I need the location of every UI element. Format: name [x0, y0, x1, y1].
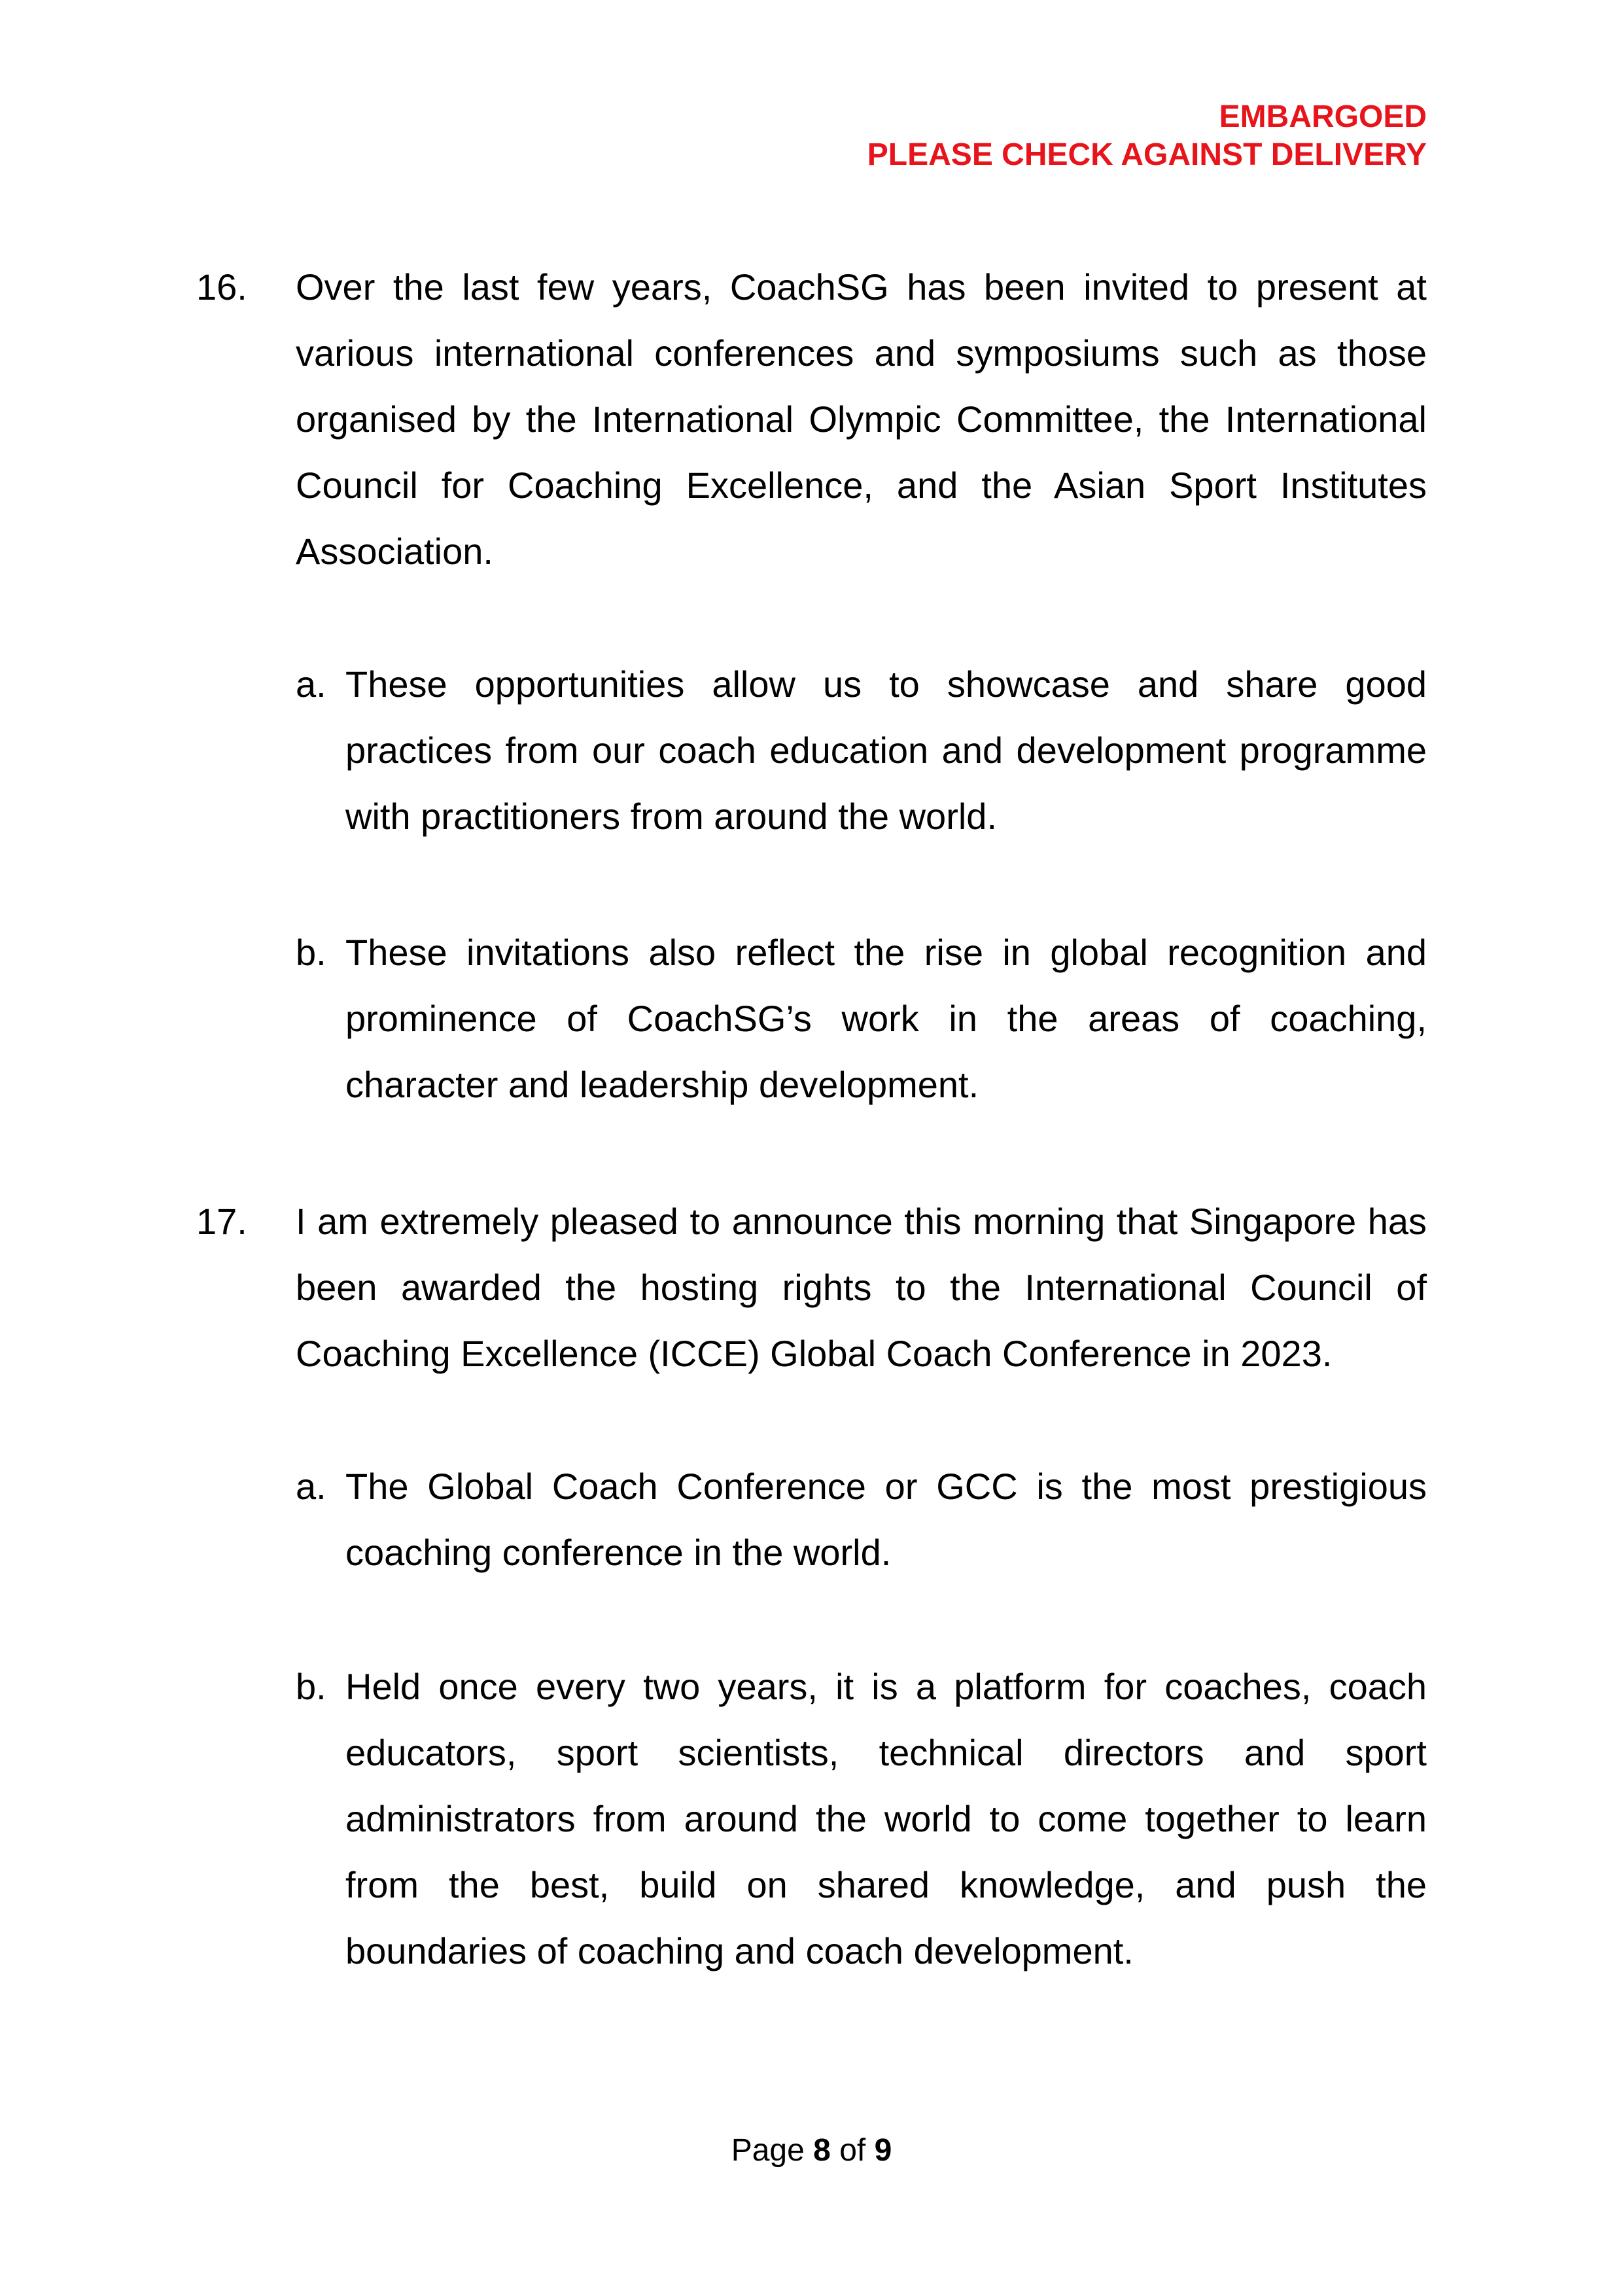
page-footer: [0, 2132, 1623, 2170]
current-page-number: 8: [813, 2133, 831, 2168]
embargo-header: [867, 98, 1427, 174]
paragraph-text: Over the last few years, CoachSG has been invited to present at various international conferences and symposiums such as those organised by the International Olympic Committee, the International Council for Coaching Excellence, and the Asian Sport Institutes Association.: [296, 266, 1427, 572]
total-pages-number: 9: [874, 2133, 892, 2168]
subitem-text: These opportunities allow us to showcase and share good practices from our coach education and development programme with practitioners from around the world.: [345, 663, 1427, 837]
subitem-letter: a.: [296, 1466, 326, 1507]
subitem-text: These invitations also reflect the rise in global recognition and prominence of CoachSG’s work in the areas of coaching, character and leadership development.: [345, 932, 1427, 1105]
subitem-text: Held once every two years, it is a platform for coaches, coach educators, sport scientists, technical directors and sport administrators from around the world to come together to learn from the best, build on shared knowledge, and push the boundaries of coaching and coach development.: [345, 1666, 1427, 1971]
subitem-letter: a.: [296, 663, 326, 705]
paragraph-text: I am extremely pleased to announce this morning that Singapore has been awarded the hosting rights to the International Council of Coaching Excellence (ICCE) Global Coach Conference in 2023.: [296, 1201, 1427, 1374]
subitem-text: The Global Coach Conference or GCC is the most prestigious coaching conference in the world.: [345, 1466, 1427, 1573]
of-label: of: [839, 2133, 866, 2168]
page-label: Page: [731, 2133, 805, 2168]
delivery-notice: PLEASE CHECK AGAINST DELIVERY: [867, 137, 1427, 172]
subitem-letter: b.: [296, 932, 326, 973]
paragraph-number: 17.: [196, 1201, 247, 1242]
subitem-letter: b.: [296, 1666, 326, 1707]
paragraph-number: 16.: [196, 266, 247, 308]
embargo-label: EMBARGOED: [1219, 99, 1427, 134]
